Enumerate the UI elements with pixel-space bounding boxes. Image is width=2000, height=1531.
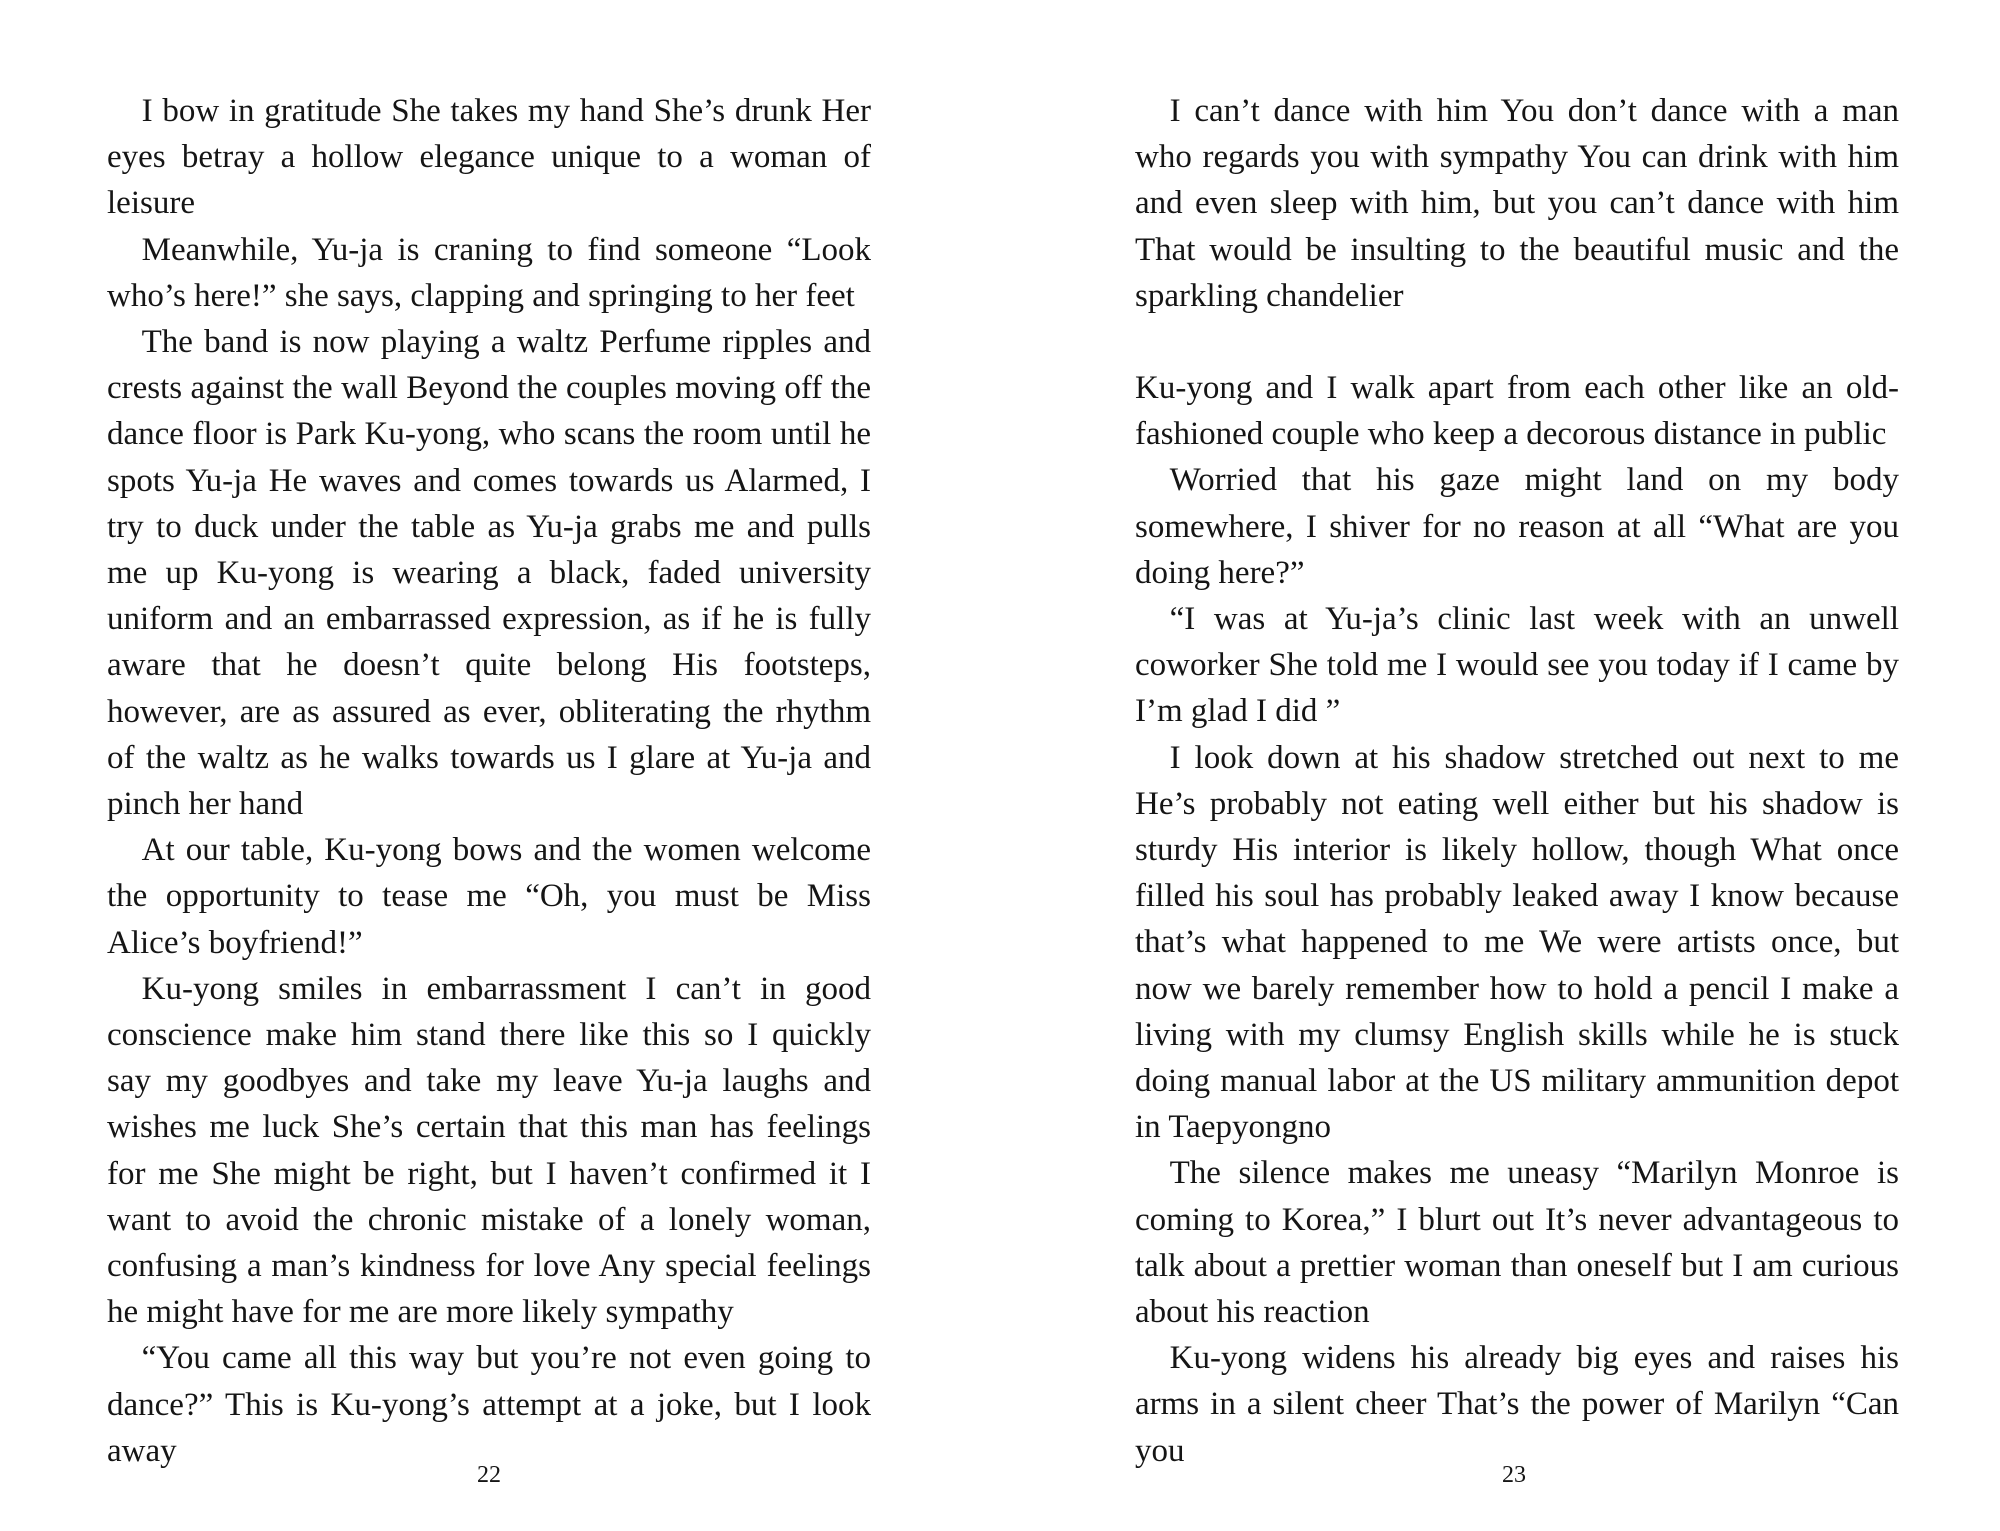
right-paragraph-3: “I was at Yu-ja’s clinic last week with an unwell coworker She told me I would see you today if I came by I’m glad I did ” — [1135, 601, 1899, 730]
left-page — [107, 88, 871, 1474]
page-number-right: 23 — [1502, 1462, 1526, 1488]
left-paragraph-4: At our table, Ku-yong bows and the women welcome the opportunity to tease me “Oh, you must be Miss Alice’s boyfriend!” — [107, 832, 871, 961]
right-paragraph-5: The silence makes me uneasy “Marilyn Monroe is coming to Korea,” I blurt out It’s never advantageous to talk about a prettier woman than oneself but I am curious about his reaction — [1135, 1155, 1899, 1331]
left-paragraph-6: “You came all this way but you’re not even going to dance?” This is Ku-yong’s attempt at a joke, but I look away — [107, 1340, 871, 1469]
left-paragraph-3: The band is now playing a waltz Perfume ripples and crests against the wall Beyond the couples moving off the dance floor is Park Ku-yong, who scans the room until he spots Yu-ja He waves and comes towards us Alarmed, I try to duck under the table as Yu-ja grabs me and pulls me up Ku-yong is wearing a black, faded university uniform and an embarrassed expression, as if he is fully aware that he doesn’t quite belong His footsteps, however, are as assured as ever, obliterating the rhythm of the waltz as he walks towards us I glare at Yu-ja and pinch her hand — [107, 324, 871, 823]
page-number-left: 22 — [477, 1462, 501, 1488]
right-page — [1135, 88, 1899, 1474]
right-paragraph-4: I look down at his shadow stretched out next to me He’s probably not eating well either but his shadow is sturdy His interior is likely hollow, though What once filled his soul has probably leaked away I know because that’s what happened to me We were artists once, but now we barely remember how to hold a pencil I make a living with my clumsy English skills while he is stuck doing manual labor at the US military ammunition depot in Taepyongno — [1135, 739, 1899, 1146]
right-paragraph-2: Worried that his gaze might land on my body somewhere, I shiver for no reason at all “What are you doing here?” — [1135, 462, 1899, 591]
left-paragraph-2: Meanwhile, Yu-ja is craning to find someone “Look who’s here!” she says, clapping and springing to her feet — [107, 231, 871, 314]
right-paragraph-6: Ku-yong widens his already big eyes and raises his arms in a silent cheer That’s the power of Marilyn “Can you — [1135, 1340, 1899, 1469]
left-paragraph-1: I bow in gratitude She takes my hand She’s drunk Her eyes betray a hollow elegance unique to a woman of leisure — [107, 93, 871, 222]
right-paragraph-1: I can’t dance with him You don’t dance with a man who regards you with sympathy You can drink with him and even sleep with him, but you can’t dance with him That would be insulting to the beautiful music and the sparkling chandelier — [1135, 93, 1899, 314]
section-break — [1135, 319, 1899, 365]
left-paragraph-5: Ku-yong smiles in embarrassment I can’t in good conscience make him stand there like this so I quickly say my goodbyes and take my leave Yu-ja laughs and wishes me luck She’s certain that this man has feelings for me She might be right, but I haven’t confirmed it I want to avoid the chronic mistake of a lonely woman, confusing a man’s kindness for love Any special feelings he might have for me are more likely sympathy — [107, 970, 871, 1331]
section-opening-paragraph: Ku-yong and I walk apart from each other like an old-fashioned couple who keep a decorous distance in public — [1135, 370, 1899, 453]
